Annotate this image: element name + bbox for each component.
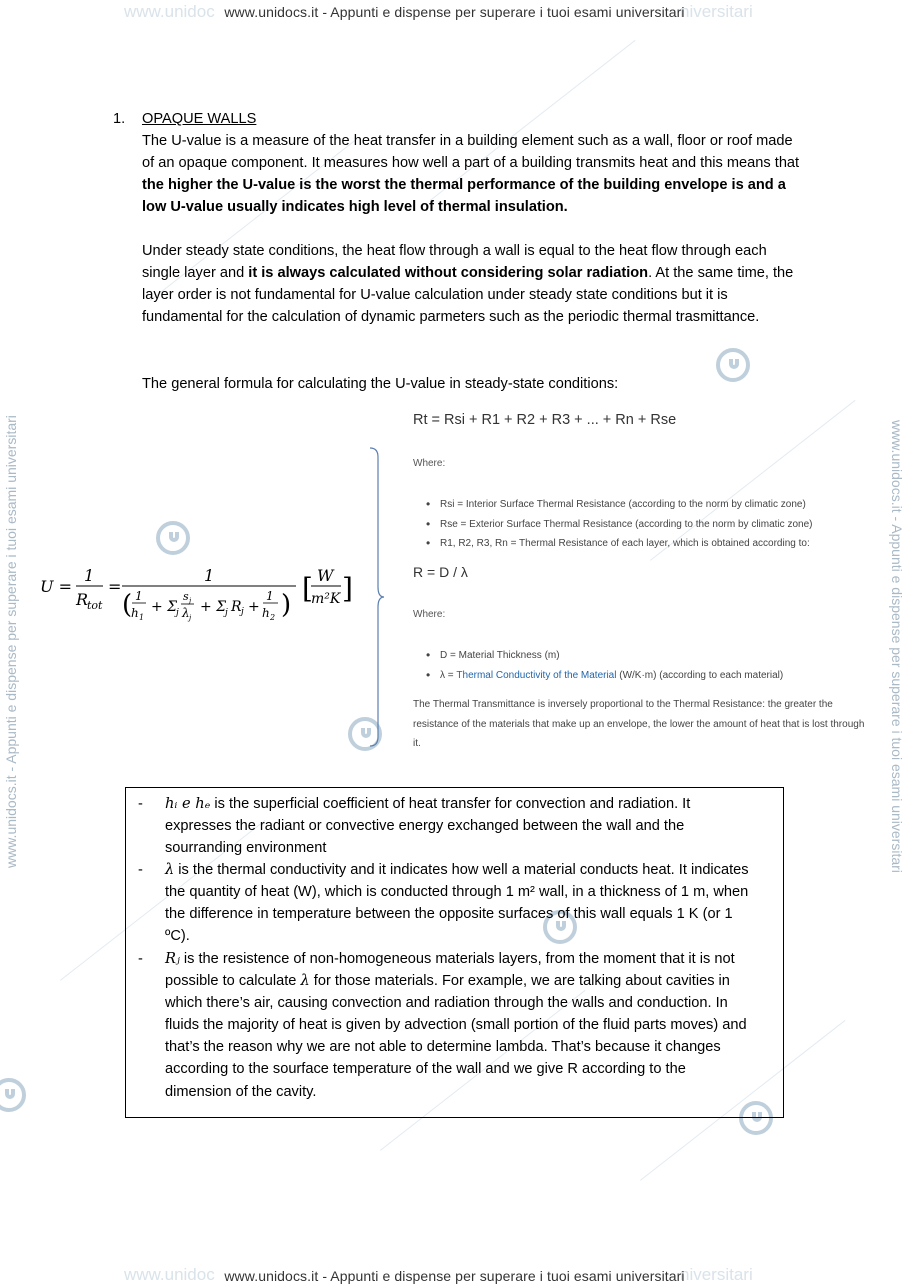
list-item	[426, 666, 783, 686]
svg-text:]: ]	[342, 572, 353, 605]
formula-eq: =	[108, 577, 122, 596]
list-item: • Rsi = Interior Surface Thermal Resistance (according to the norm by climatic zone)	[426, 495, 812, 515]
svg-text:j: j	[189, 614, 192, 622]
watermark-banner-bottom: www.unidocs.it - Appunti e dispense per superare i tuoi esami universitari	[224, 1268, 685, 1284]
watermark-ghost-left: www.unidoc	[124, 2, 215, 21]
svg-text:j: j	[189, 597, 192, 605]
formula-frac1-num: 1	[84, 566, 95, 585]
symbol-lambda: λ	[165, 861, 175, 878]
watermark-banner-top: www.unidocs.it - Appunti e dispense per superare i tuoi esami universitari	[224, 4, 685, 20]
svg-text:j: j	[241, 607, 244, 617]
formula-units-num: W	[317, 566, 334, 585]
paragraph-general-formula: The general formula for calculating the U-value in steady-state conditions:	[142, 376, 619, 392]
svg-text:1: 1	[135, 589, 143, 603]
svg-text:j: j	[225, 608, 228, 618]
paragraph-steady-state	[142, 240, 802, 328]
transmittance-note: The Thermal Transmittance is inversely proportional to the Thermal Resistance: the greater the resistance of the materials that make up an envelope, the lower the amount of heat that is lost through it.	[413, 699, 865, 749]
formula-frac1-den-sub: tot	[87, 599, 103, 612]
where-label: Where:	[413, 609, 446, 620]
list-dash: -	[138, 796, 143, 812]
watermark-logo-icon	[0, 1078, 26, 1112]
watermark-ghost-right-bottom: niversitari	[680, 1265, 753, 1284]
watermark-logo-icon	[156, 521, 190, 555]
list-item: • D = Material Thickness (m)	[426, 646, 783, 666]
definition-body: is the superficial coefficient of heat transfer for convection and radiation. It expresses the radiant or convective energy exchanged between the wall and the sourranding environment	[165, 796, 691, 857]
paragraph-text: The U-value is a measure of the heat transfer in a building element such as a wall, floor or roof made of an opaque component. It measures how well a part of a building transmits heat and this means that	[142, 133, 800, 171]
where-label: Where:	[413, 458, 446, 469]
svg-text:h: h	[262, 606, 270, 620]
svg-text:2: 2	[270, 613, 276, 622]
r-equation: R = D / λ	[413, 564, 468, 580]
section-heading	[113, 108, 256, 130]
watermark-side-left: www.unidocs.it - Appunti e dispense per superare i tuoi esami universitari	[3, 415, 19, 868]
curly-brace	[368, 447, 384, 747]
formula-frac2-num: 1	[204, 566, 215, 585]
list-item: • Rse = Exterior Surface Thermal Resistance (according to the norm by climatic zone)	[426, 515, 812, 535]
svg-text:+ Σ: + Σ	[200, 599, 227, 615]
list-item-text: (W/K·m) (according to each material)	[616, 669, 784, 681]
rt-equation: Rt = Rsi + R1 + R2 + R3 + ... + Rn + Rse	[413, 412, 677, 428]
list-item-text: λ =	[440, 669, 457, 681]
svg-text:1: 1	[139, 613, 145, 622]
list-dash: -	[138, 951, 143, 967]
paragraph-bold-text: the higher the U-value is the worst the thermal performance of the building envelope is and a low U-value usually indicates high level of thermal insulation.	[142, 177, 786, 215]
formula-lhs: U =	[40, 577, 72, 596]
list-dash: -	[138, 862, 143, 878]
resistance-definition-list	[426, 495, 812, 554]
r-variable-list	[426, 646, 783, 685]
definition-body: is the resistence of non-homogeneous materials layers, from the moment that it is not possible to calculate	[165, 951, 735, 990]
svg-text:j: j	[176, 608, 179, 618]
svg-text:1: 1	[266, 589, 274, 603]
svg-text:R: R	[231, 599, 242, 615]
formula-frac1-den: R	[76, 590, 89, 609]
watermark-ghost-right: niversitari	[680, 2, 753, 21]
u-value-formula	[38, 560, 358, 626]
paragraph-text: Under steady state conditions, the heat flow through a wall is equal to the heat flow through each single layer and	[142, 243, 767, 281]
definition-text	[165, 793, 755, 859]
section-number: 1.	[113, 111, 126, 127]
svg-text:+: +	[248, 599, 260, 615]
symbol-rj: Rⱼ	[165, 950, 180, 967]
svg-text:λ: λ	[182, 606, 190, 620]
symbol-h: hᵢ e hₑ	[165, 795, 211, 812]
definition-body: for those materials. For example, we are talking about cavities in which there’s air, causing convection and radiation through the walls and conduction. In fluids the majority of heat is given by advection (small portion of the fluid parts moves) and that’s the reason why we are not able to determine lambda. That’s because it changes according to the sourface temperature of the wall and we give R according to the dimension of the cavity.	[165, 973, 747, 1100]
paragraph-bold-text: it is always calculated without considering solar radiation	[248, 265, 649, 281]
svg-text:(: (	[122, 590, 133, 620]
svg-text:[: [	[302, 572, 313, 605]
watermark-side-right: www.unidocs.it - Appunti e dispense per superare i tuoi esami universitari	[889, 420, 905, 873]
svg-text:s: s	[183, 590, 189, 603]
list-item: • R1, R2, R3, Rn = Thermal Resistance of each layer, which is obtained according to:	[426, 534, 812, 554]
svg-text:+ Σ: + Σ	[151, 599, 178, 615]
thermal-conductivity-link[interactable]: Thermal Conductivity of the Material	[456, 669, 617, 681]
formula-units-den: m²K	[311, 591, 341, 607]
svg-text:h: h	[131, 606, 139, 620]
symbol-lambda: λ	[300, 972, 310, 990]
section-title: OPAQUE WALLS	[142, 111, 257, 127]
svg-text:): )	[281, 590, 292, 620]
paragraph-u-value-definition	[142, 130, 802, 218]
definitions-box	[125, 787, 784, 1118]
watermark-ghost-left-bottom: www.unidoc	[124, 1265, 215, 1284]
definition-body: is the thermal conductivity and it indicates how well a material conducts heat. It indicates the quantity of heat (W), which is conducted through 1 m² wall, in a thickness of 1 m, when the difference in temperature between the opposite surfaces of this wall equals 1 K (or 1 ºC).	[165, 862, 749, 945]
paragraph-text: . At the same time, the layer order is not fundamental for U-value calculation under steady state conditions but it is fundamental for the calculation of dynamic parmeters such as the periodic thermal trasmittance.	[142, 265, 794, 325]
definition-text	[165, 948, 755, 1103]
definition-text	[165, 859, 755, 947]
